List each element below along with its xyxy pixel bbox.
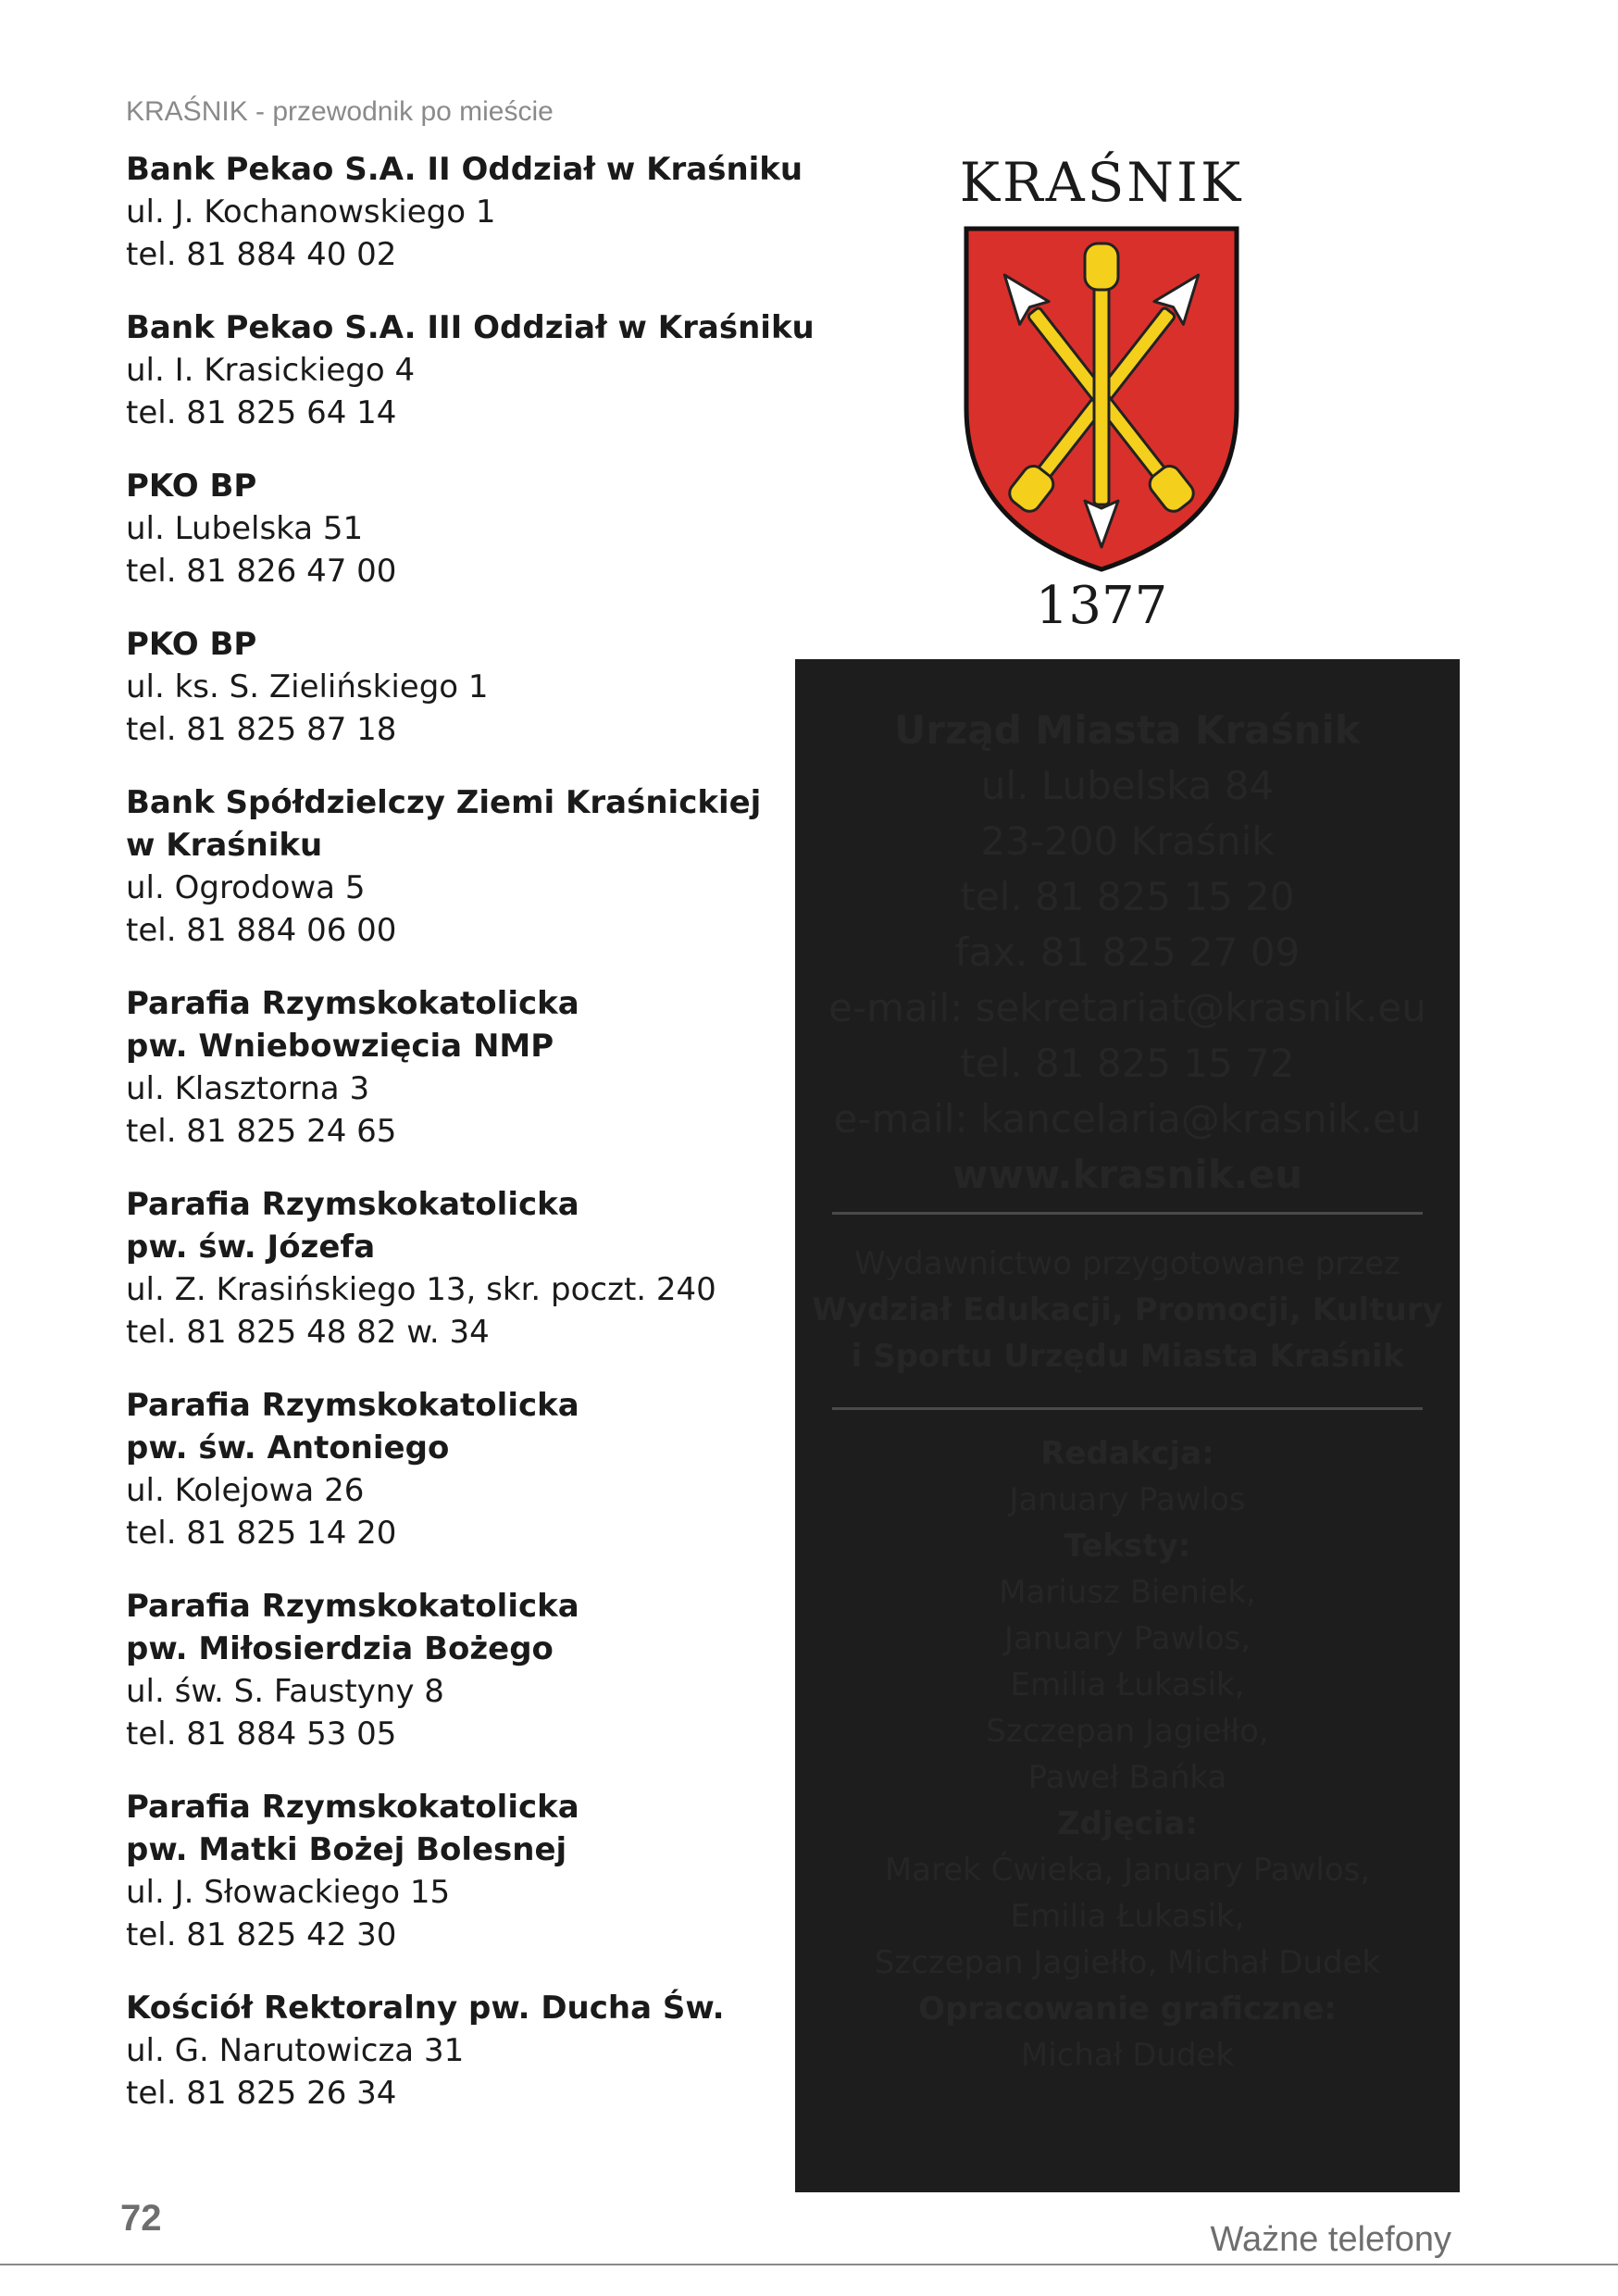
entry-phone: tel. 81 825 64 14 <box>126 394 397 431</box>
entry-phone: tel. 81 825 48 82 w. 34 <box>126 1314 490 1351</box>
office-fax: fax. 81 825 27 09 <box>954 930 1301 975</box>
directory-entry <box>126 465 829 593</box>
directory-entry <box>126 148 829 276</box>
credits-heading: Teksty: <box>1064 1528 1191 1565</box>
office-website: www.krasnik.eu <box>952 1152 1303 1197</box>
entry-phone: tel. 81 884 53 05 <box>126 1716 397 1753</box>
entry-name: Kościół Rektoralny pw. Ducha Św. <box>126 1990 725 2027</box>
credits-name: Michał Dudek <box>1020 2037 1235 2074</box>
entry-name: pw. Wniebowzięcia NMP <box>126 1028 554 1065</box>
directory-entry <box>126 1183 829 1354</box>
coat-of-arms-icon <box>961 223 1242 573</box>
entry-address: ul. I. Krasickiego 4 <box>126 352 416 389</box>
entry-phone: tel. 81 884 40 02 <box>126 236 397 273</box>
credits-name: January Pawlos, <box>1003 1620 1251 1657</box>
entry-phone: tel. 81 825 42 30 <box>126 1916 397 1953</box>
section-title-footer: Ważne telefony <box>1210 2220 1451 2259</box>
entry-name: PKO BP <box>126 626 257 663</box>
entry-name: pw. św. Józefa <box>126 1229 376 1266</box>
credits-heading: Zdjęcia: <box>1056 1805 1199 1842</box>
directory-entry <box>126 1585 829 1755</box>
entry-phone: tel. 81 825 14 20 <box>126 1515 397 1552</box>
credits-heading: Redakcja: <box>1040 1435 1214 1472</box>
credits-name: Szczepan Jagiełło, Michał Dudek <box>874 1944 1381 1981</box>
directory-entry <box>126 1384 829 1554</box>
entry-phone: tel. 81 826 47 00 <box>126 553 397 590</box>
directory-entry <box>126 781 829 952</box>
office-phone-2: tel. 81 825 15 72 <box>960 1041 1295 1086</box>
entry-address: ul. G. Narutowicza 31 <box>126 2032 465 2069</box>
directory-entry <box>126 306 829 434</box>
office-info-panel <box>795 659 1460 2192</box>
entry-name: pw. Miłosierdzia Bożego <box>126 1630 554 1667</box>
crest-year: 1377 <box>1035 576 1168 636</box>
entry-name: Parafia Rzymskokatolicka <box>126 1789 579 1826</box>
publisher-intro: Wydawnictwo przygotowane przez <box>854 1245 1400 1282</box>
entry-name: Bank Spółdzielczy Ziemi Kraśnickiej <box>126 784 762 821</box>
entry-name: pw. Matki Bożej Bolesnej <box>126 1831 567 1868</box>
office-email-1: e-mail: sekretariat@krasnik.eu <box>828 985 1426 1030</box>
office-phone-1: tel. 81 825 15 20 <box>960 874 1295 919</box>
entry-name: w Kraśniku <box>126 827 323 864</box>
footer-rule <box>0 2264 1618 2265</box>
publisher-dept-line-2: i Sportu Urzędu Miasta Kraśnik <box>851 1338 1404 1375</box>
office-city: 23-200 Kraśnik <box>980 818 1275 864</box>
entry-name: Parafia Rzymskokatolicka <box>126 1186 579 1223</box>
entry-address: ul. J. Słowackiego 15 <box>126 1874 451 1911</box>
entry-name: Parafia Rzymskokatolicka <box>126 1588 579 1625</box>
directory-entry <box>126 982 829 1153</box>
credits-name: Emilia Łukasik, <box>1010 1898 1245 1935</box>
publisher-dept-line-1: Wydział Edukacji, Promocji, Kultury <box>812 1292 1443 1329</box>
entry-address: ul. J. Kochanowskiego 1 <box>126 193 496 231</box>
entry-address: ul. Kolejowa 26 <box>126 1472 365 1509</box>
office-contact <box>795 659 1460 1203</box>
credits-name: Marek Ćwieka, January Pawlos, <box>884 1852 1371 1889</box>
entry-address: ul. ks. S. Zielińskiego 1 <box>126 668 489 705</box>
directory-entry <box>126 1987 829 2115</box>
coat-of-arms-block <box>944 153 1259 634</box>
entry-address: ul. Lubelska 51 <box>126 510 364 547</box>
entry-name: pw. św. Antoniego <box>126 1429 450 1466</box>
credits-name: January Pawlos <box>1009 1481 1246 1518</box>
directory-entry <box>126 1786 829 1956</box>
credits-name: Emilia Łukasik, <box>1010 1666 1245 1703</box>
crest-title: KRAŚNIK <box>959 151 1244 214</box>
office-name: Urząd Miasta Kraśnik <box>894 707 1361 753</box>
credits-name: Mariusz Bieniek, <box>999 1574 1256 1611</box>
page-number: 72 <box>120 2198 162 2239</box>
directory-list <box>126 148 829 2145</box>
directory-entry <box>126 623 829 751</box>
credits-name: Szczepan Jagiełło, <box>986 1713 1269 1750</box>
entry-phone: tel. 81 825 87 18 <box>126 711 397 748</box>
entry-address: ul. Z. Krasińskiego 13, skr. poczt. 240 <box>126 1271 716 1308</box>
credits-name: Paweł Bańka <box>1027 1759 1227 1796</box>
credits-list <box>795 1410 1460 2078</box>
entry-address: ul. św. S. Faustyny 8 <box>126 1673 444 1710</box>
credits-heading: Opracowanie graficzne: <box>918 1990 1337 2028</box>
entry-name: Parafia Rzymskokatolicka <box>126 1387 579 1424</box>
entry-name: Parafia Rzymskokatolicka <box>126 985 579 1022</box>
entry-phone: tel. 81 825 26 34 <box>126 2075 397 2112</box>
entry-name: PKO BP <box>126 468 257 505</box>
entry-address: ul. Ogrodowa 5 <box>126 869 366 906</box>
entry-phone: tel. 81 884 06 00 <box>126 912 397 949</box>
entry-address: ul. Klasztorna 3 <box>126 1070 370 1107</box>
entry-name: Bank Pekao S.A. III Oddział w Kraśniku <box>126 309 815 346</box>
entry-name: Bank Pekao S.A. II Oddział w Kraśniku <box>126 151 803 188</box>
running-title: KRAŚNIK - przewodnik po mieście <box>126 96 554 127</box>
publisher-info <box>795 1215 1460 1407</box>
entry-phone: tel. 81 825 24 65 <box>126 1113 397 1150</box>
office-street: ul. Lubelska 84 <box>980 763 1275 808</box>
office-email-2: e-mail: kancelaria@krasnik.eu <box>833 1096 1422 1142</box>
